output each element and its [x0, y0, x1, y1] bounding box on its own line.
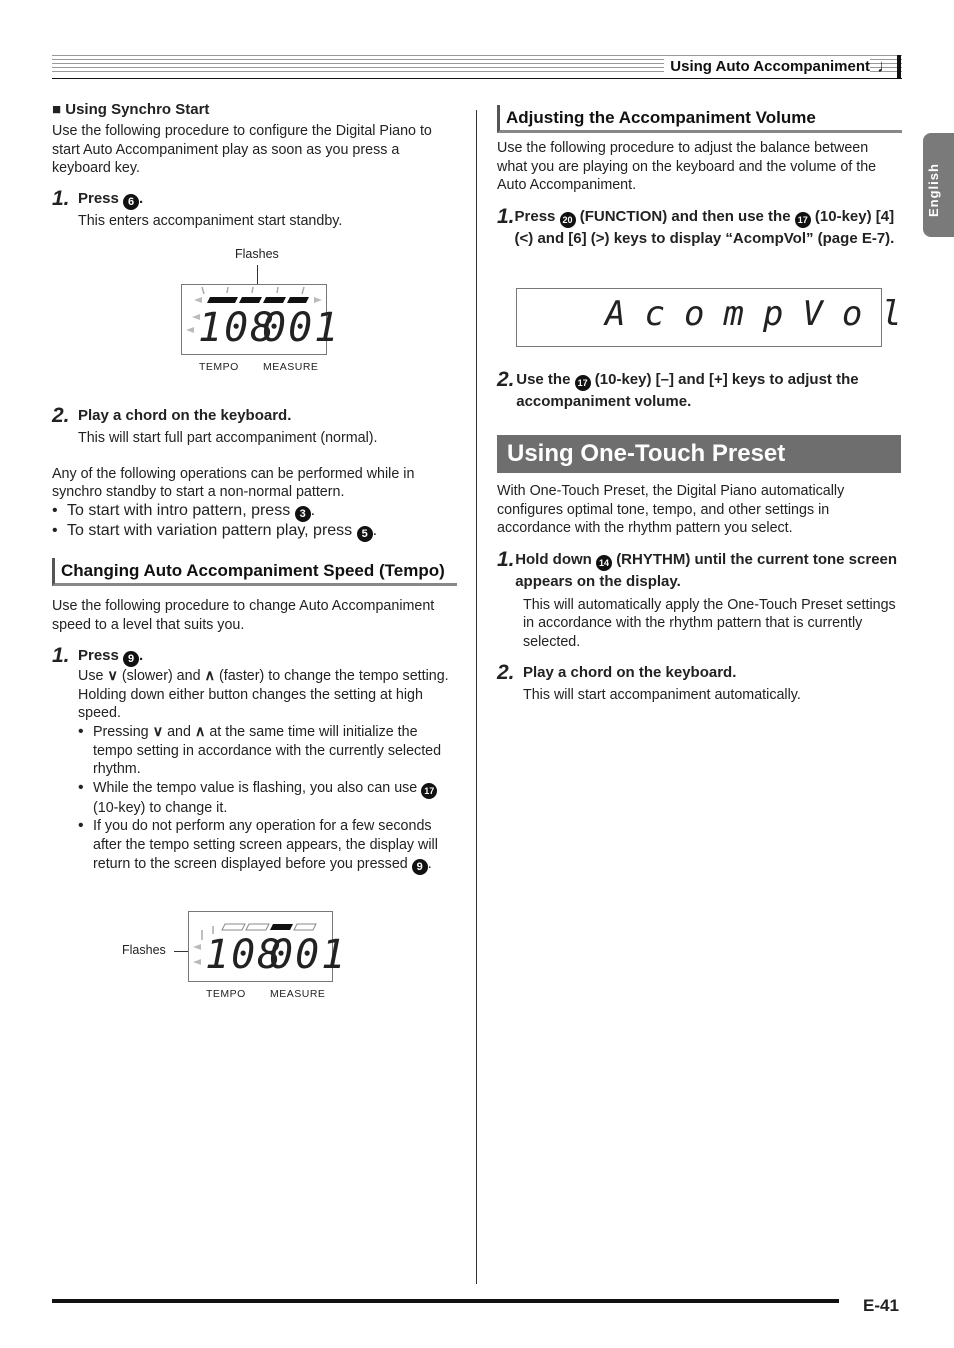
chevron-up-icon: ∧ — [204, 668, 215, 685]
step-label: Play a chord on the keyboard. — [78, 407, 292, 424]
lcd-display-standby — [181, 284, 341, 355]
flashes-caption-1: Flashes — [235, 247, 279, 261]
step-text: (10-key) [4] ( — [514, 207, 895, 247]
step-number: 2. — [497, 660, 515, 684]
bullet-flashing: • While the tempo value is flashing, you also can use 17 (10-key) to change it. — [78, 779, 457, 818]
key-14-icon: 14 — [596, 555, 612, 571]
header-bar — [897, 55, 901, 79]
volume-step-2-area — [497, 369, 902, 413]
key-20-icon: 20 — [560, 212, 576, 228]
step-label: Press — [78, 189, 119, 207]
tempo-step-1: 1. Press 9 . — [52, 644, 144, 668]
key-17-icon: 17 — [575, 375, 591, 391]
tempo-section — [52, 558, 457, 875]
volume-section — [497, 105, 902, 250]
key-9-icon: 9 — [123, 651, 139, 667]
bullet-text: To start with intro pattern, press — [67, 501, 291, 519]
language-tab — [923, 133, 954, 237]
synchro-heading: ■ Using Synchro Start — [52, 101, 210, 118]
synchro-step2-area — [52, 405, 457, 542]
volume-step-2 — [497, 369, 902, 413]
step-text: Use the — [516, 371, 571, 388]
step-text: ) and [6] ( — [528, 229, 596, 247]
bullet-text: (10-key) to change it. — [93, 799, 228, 816]
step-text: Hold down — [515, 550, 592, 568]
bullet-text: at the same time will initialize the tempo setting in accordance with the currently selected rhythm. — [93, 723, 442, 778]
lcd-display-tempo — [188, 911, 348, 982]
synchro-step-2 — [52, 405, 457, 427]
volume-step-1 — [497, 206, 902, 250]
bullet-timeout: • If you do not perform any operation for a few seconds after the tempo setting screen appears, the display will return to the screen displayed before you pressed 9 . — [78, 817, 438, 873]
synchro-section — [52, 101, 452, 230]
desc-text: Use — [78, 668, 104, 685]
lcd-measure-value: 001 — [269, 932, 348, 978]
tempo-heading: Changing Auto Accompaniment Speed (Tempo) — [52, 558, 457, 586]
step-label: Play a chord on the keyboard. — [523, 663, 737, 681]
step-text: Press — [514, 207, 556, 225]
step-number: 2. — [52, 404, 70, 427]
key-6-icon: 6 — [123, 194, 139, 210]
bullet-text: Pressing — [93, 723, 149, 740]
key-9-icon: 9 — [412, 859, 428, 875]
header-title: Using Auto Accompaniment — [664, 58, 870, 75]
key-5-icon: 5 — [357, 526, 373, 542]
synchro-step-2-desc: This will start full part accompaniment (normal). — [78, 430, 378, 446]
key-17-icon: 17 — [795, 212, 811, 228]
onetouch-banner: Using One-Touch Preset — [497, 435, 901, 473]
chevron-down-icon: ∨ — [152, 723, 164, 740]
synchro-heading-text: Using Synchro Start — [65, 101, 210, 118]
desc-text: (faster) to change the tempo setting. Holding down either button changes the setting at high speed. — [78, 668, 449, 722]
tempo-step-1-body — [78, 667, 457, 874]
onetouch-step-1-desc: This will automatically apply the One-Touch Preset settings in accordance with the rhythm pattern that is currently selected. — [523, 596, 896, 650]
key-3-icon: 3 — [295, 506, 311, 522]
step-text: (10-key) [–] and [+] keys to adjust the accompaniment volume. — [516, 371, 859, 410]
lcd-tempo-value: 108 — [198, 305, 277, 351]
step-text: ) keys to display “AcompVol” (page E-7). — [604, 229, 895, 247]
bullet-text: and — [167, 723, 191, 740]
lcd-tempo-value: 108 — [205, 932, 284, 978]
lcd-tempo-label: TEMPO — [206, 988, 246, 1000]
step-number: 1. — [497, 547, 515, 571]
synchro-intro: Use the following procedure to configure the Digital Piano to start Auto Accompaniment play as soon as you press a keyboard key. — [52, 123, 432, 177]
language-tab-label: English — [926, 163, 941, 217]
onetouch-step-2 — [497, 662, 901, 684]
lcd-acompvol-text: AcompVol — [605, 294, 921, 334]
step-number: 1. — [497, 204, 515, 228]
lcd-measure-label: MEASURE — [263, 361, 319, 373]
onetouch-intro: With One-Touch Preset, the Digital Piano automatically configures optimal tone, tempo, and other settings in accordance with the rhythm pattern you select. — [497, 483, 845, 537]
desc-text: (slower) and — [121, 668, 201, 685]
lcd-measure-label: MEASURE — [270, 988, 326, 1000]
bullet-variation: • To start with variation pattern play, press 5 . — [52, 521, 378, 540]
step-number: 1. — [52, 186, 70, 210]
bullet-intro: • To start with intro pattern, press 3 . — [52, 501, 316, 520]
volume-intro: Use the following procedure to adjust the balance between what you are playing on the keyboard and the volume of the Auto Accompaniment. — [497, 140, 877, 194]
chevron-up-icon: ∧ — [194, 723, 206, 740]
tempo-intro: Use the following procedure to change Auto Accompaniment speed to a level that suits you. — [52, 598, 435, 633]
lcd-acompvol — [516, 288, 921, 347]
synchro-para: Any of the following operations can be performed while in synchro standby to start a non-normal pattern. — [52, 465, 415, 501]
key-17-icon: 17 — [421, 783, 437, 799]
step-text: (RHYTHM) until the current tone screen appears on the display. — [515, 550, 898, 590]
chevron-down-icon: ∨ — [107, 668, 118, 685]
chevron-left-icon: < — [519, 229, 529, 247]
synchro-step-1-desc: This enters accompaniment start standby. — [78, 212, 343, 229]
lcd-tempo-label: TEMPO — [199, 361, 239, 373]
bullet-text: While the tempo value is flashing, you also can use — [93, 779, 418, 796]
onetouch-step-2-desc: This will start accompaniment automatically. — [523, 686, 801, 703]
bullet-initialize: • Pressing ∨ and ∧ at the same time will initialize the tempo setting in accordance with the currently selected rhythm. — [78, 722, 442, 778]
music-note-icon: ♩ — [877, 56, 895, 76]
bullet-text: If you do not perform any operation for a few seconds after the tempo setting screen appears, the display will return to the screen displayed before you pressed — [93, 818, 438, 872]
chevron-right-icon: > — [595, 229, 605, 247]
onetouch-step-1 — [497, 549, 901, 593]
step-text: (FUNCTION) and then use the — [579, 207, 791, 225]
step-label: Press — [78, 647, 119, 665]
footer-rule — [52, 1299, 839, 1303]
column-divider — [476, 110, 477, 1284]
step-number: 1. — [52, 644, 70, 668]
synchro-step-1: 1. Press 6 . — [52, 186, 144, 210]
onetouch-section — [497, 435, 901, 704]
volume-heading: Adjusting the Accompaniment Volume — [497, 105, 902, 133]
lcd-measure-value: 001 — [262, 305, 341, 351]
flashes-caption-2: Flashes — [122, 943, 166, 957]
step-number: 2. — [497, 368, 515, 391]
page-number: E-41 — [863, 1296, 899, 1315]
bullet-text: To start with variation pattern play, press — [67, 521, 353, 539]
